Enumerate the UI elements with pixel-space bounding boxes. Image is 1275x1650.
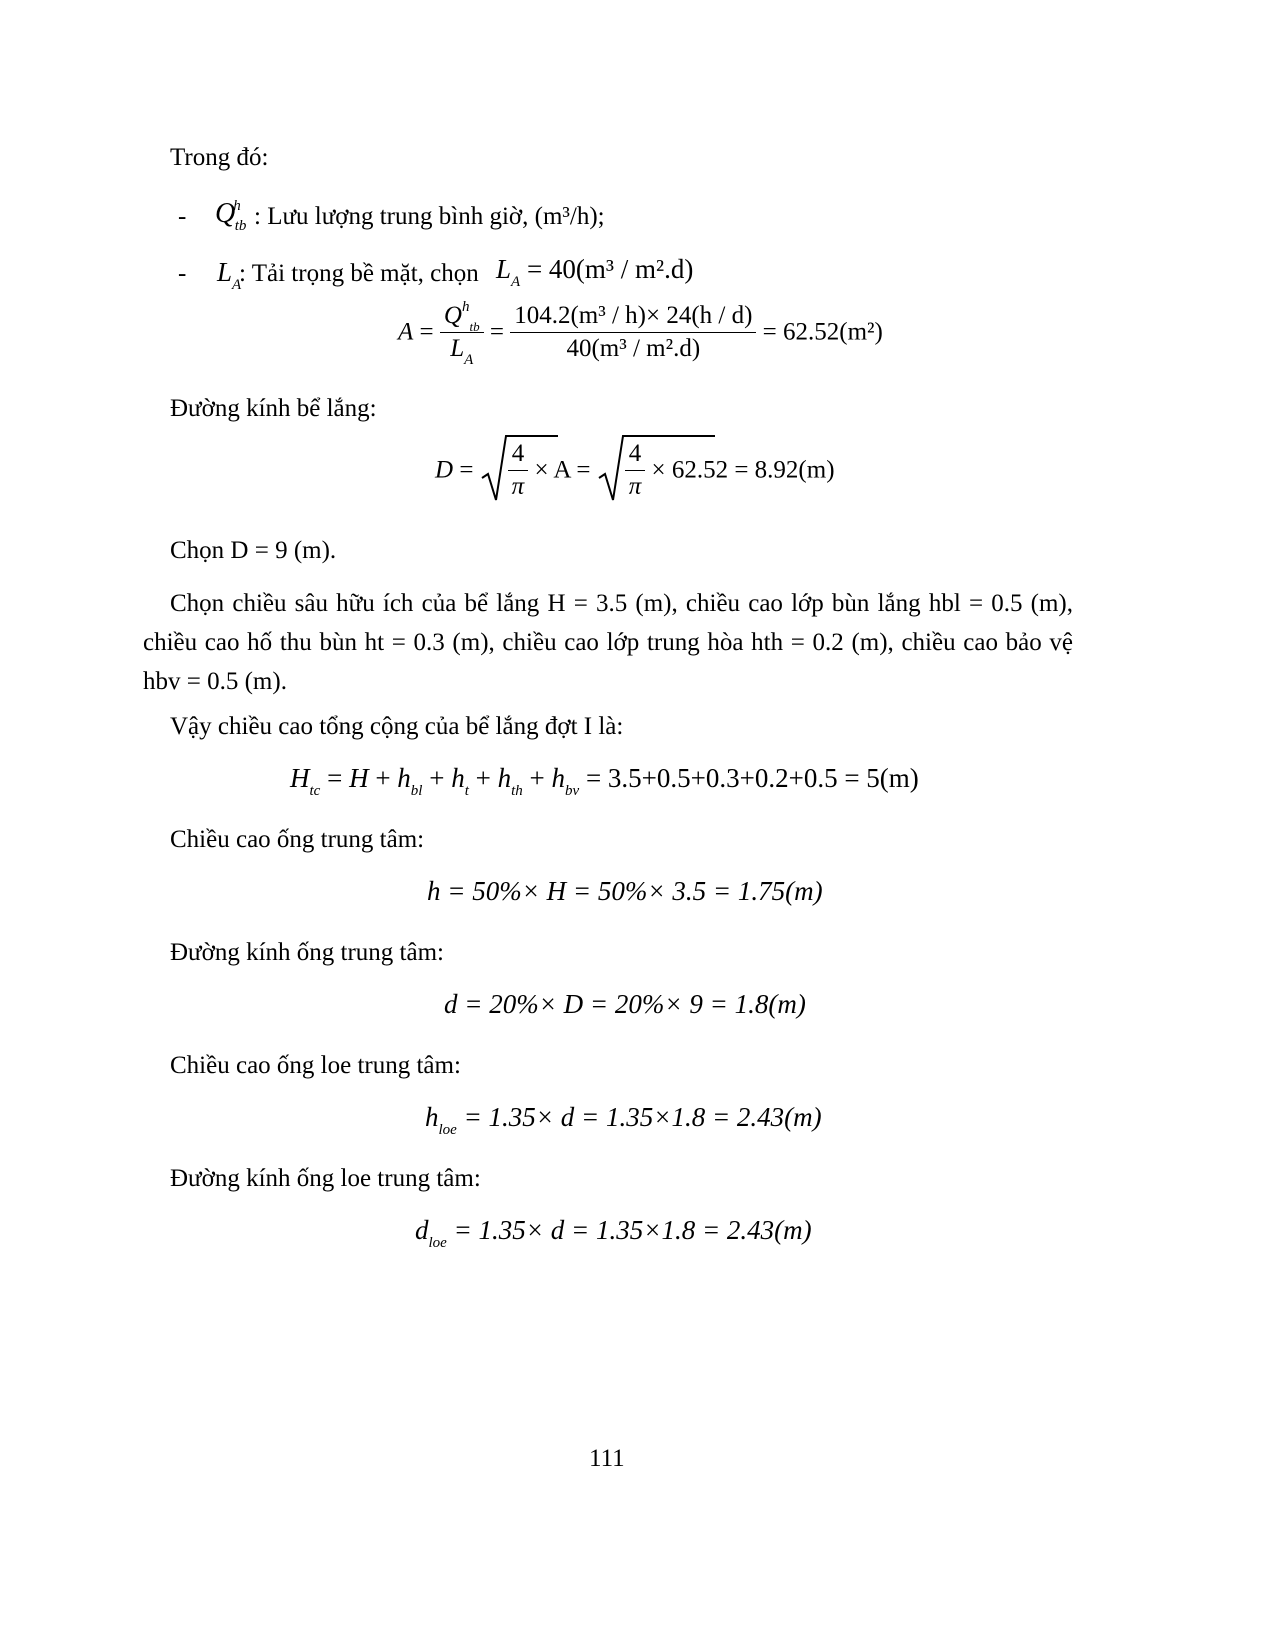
eq-LA-choice: $L_A = 40(m^3 / m^2.d)$ [496,254,694,290]
eq-area-denominator: 40(m³ / m².d) [510,332,756,363]
sqrt-icon-2 [597,434,717,506]
intro-text: Trong đó: [170,144,269,171]
eq-diameter: D = $\frac{4}{\pi}$ × A = $\frac{4}{\pi}$ × 62.52 = 8.92(m) [435,440,835,501]
center-diameter-heading: Đường kính ống trung tâm: [170,939,444,966]
chosen-diameter: Chọn D = 9 (m). [170,537,337,564]
center-height-heading: Chiều cao ống trung tâm: [170,826,425,853]
flare-height-heading: Chiều cao ống loe trung tâm: [170,1052,461,1079]
def-text-1: : Lưu lượng trung bình giờ, (m³/h); [254,203,605,230]
eq-center-diameter: d = 20%× D = 20%× 9 = 1.8(m) [444,989,806,1019]
total-height-heading: Vậy chiều cao tổng cộng của bể lắng đợt I là: [170,713,624,740]
def-bullet-2: - [178,260,187,287]
depth-paragraph: Chọn chiều sâu hữu ích của bể lắng H = 3.5 (m), chiều cao lớp bùn lắng hbl = 0.5 (m), chiều cao hố thu bùn ht = 0.3 (m), chiều cao lớp trung hòa hth = 0.2 (m), chiều cao bảo vệ hbv = 0.5 (m). [143,590,1073,695]
sqrt-icon [480,434,560,506]
eq-area-result: = 62.52(m²) [762,318,883,346]
eq-flare-height: $h_{loe} = 1.35\times d = 1.35\times 1.8 = 2.43(m)$ [425,1102,822,1138]
page-number: 111 [589,1445,625,1472]
def-text-2: : Tải trọng bề mặt, chọn [239,260,479,287]
eq-total-height: $H_{tc} = H + h_{bl} + h_t + h_{th} + h_{bv} = 3.5+0.5+0.3+0.2+0.5 = 5(m)$ [290,763,919,799]
def-symbol-LA: $L_A$ [217,257,242,293]
eq-center-height: h = 50%× H = 50%× 3.5 = 1.75(m) [427,876,823,906]
eq-flare-diameter: $d_{loe} = 1.35\times d = 1.35\times 1.8 = 2.43(m)$ [415,1215,812,1251]
eq-area: A = $\frac{Q^h_{tb}}{L_A}$ = $\frac{\text{104.2(m³ / h)× 24(h / d)}}{\text{40(m³ / m².d)}}$ = 62.52(m²) [398,299,883,368]
diameter-heading: Đường kính bể lắng: [170,395,377,422]
def-symbol-Qtb: $Q^h_{tb}$ [215,198,247,234]
def-bullet-1: - [178,203,187,230]
flare-diameter-heading: Đường kính ống loe trung tâm: [170,1165,481,1192]
eq-area-numerator: 104.2(m³ / h)× 24(h / d) [514,302,753,329]
